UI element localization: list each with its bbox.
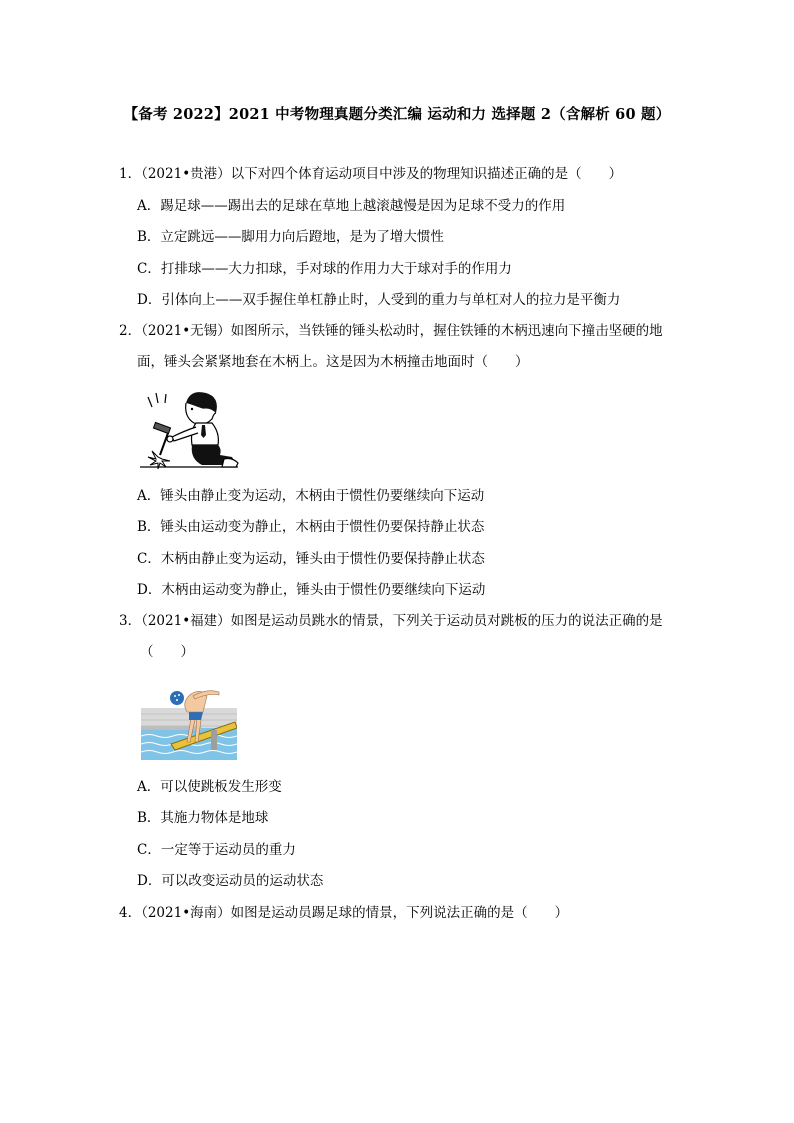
question-3-option-d: D．可以改变运动员的运动状态 (137, 873, 324, 889)
question-3-option-b: B．其施力物体是地球 (137, 810, 269, 826)
question-3-stem-line-2: （ ） (140, 644, 194, 660)
question-1-stem: 1．（2021•贵港）以下对四个体育运动项目中涉及的物理知识描述正确的是（ ） (119, 166, 623, 182)
question-1-option-a: A．踢足球——踢出去的足球在草地上越滚越慢是因为足球不受力的作用 (137, 198, 566, 214)
question-2-option-b: B．锤头由运动变为静止，木柄由于惯性仍要保持静止状态 (137, 519, 485, 535)
question-1-option-b: B．立定跳远——脚用力向后蹬地，是为了增大惯性 (137, 229, 444, 245)
hammer-man-illustration (138, 385, 242, 473)
diver-illustration (141, 678, 237, 760)
question-1-option-d: D．引体向上——双手握住单杠静止时，人受到的重力与单杠对人的拉力是平衡力 (137, 292, 621, 308)
question-3-option-c: C．一定等于运动员的重力 (137, 842, 296, 858)
page-title: 【备考 2022】2021 中考物理真题分类汇编 运动和力 选择题 2（含解析 60 题） (123, 106, 671, 123)
question-4-stem: 4．（2021•海南）如图是运动员踢足球的情景，下列说法正确的是（ ） (119, 905, 569, 921)
question-1-option-c: C．打排球——大力扣球，手对球的作用力大于球对手的作用力 (137, 261, 512, 277)
question-3-option-a: A．可以使跳板发生形变 (137, 779, 282, 795)
question-3-stem-line-1: 3．（2021•福建）如图是运动员跳水的情景，下列关于运动员对跳板的压力的说法正确的是 (119, 613, 663, 629)
question-2-stem-line-1: 2．（2021•无锡）如图所示，当铁锤的锤头松动时，握住铁锤的木柄迅速向下撞击坚硬的地 (119, 323, 663, 339)
question-2-option-d: D．木柄由运动变为静止，锤头由于惯性仍要继续向下运动 (137, 582, 486, 598)
question-2-option-a: A．锤头由静止变为运动，木柄由于惯性仍要继续向下运动 (137, 488, 485, 504)
question-2-stem-line-2: 面，锤头会紧紧地套在木柄上。这是因为木柄撞击地面时（ ） (137, 354, 529, 370)
question-2-option-c: C．木柄由静止变为运动，锤头由于惯性仍要保持静止状态 (137, 551, 485, 567)
